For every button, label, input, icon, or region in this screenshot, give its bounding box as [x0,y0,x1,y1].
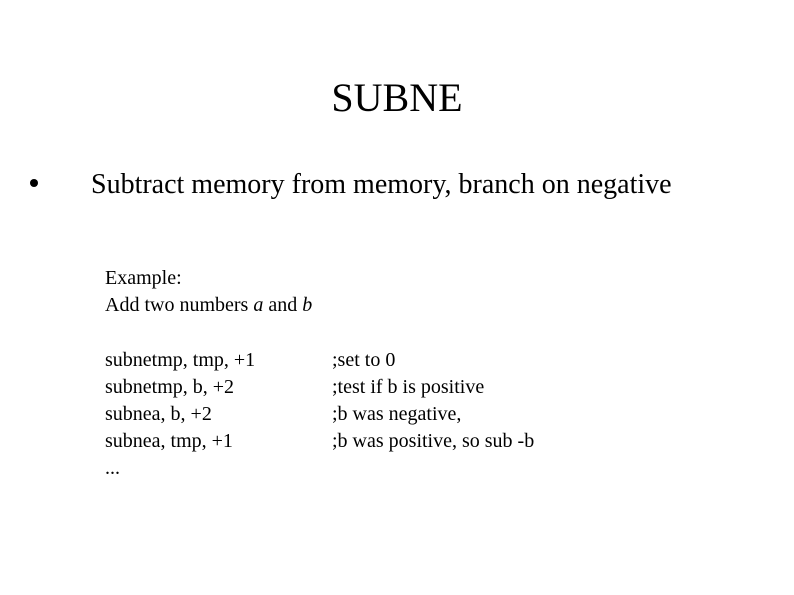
example-description-middle: and [263,294,303,316]
code-line [105,428,705,455]
code-block [105,347,705,482]
bullet-text: Subtract memory from memory, branch on negative [91,169,672,200]
variable-b: b [302,294,313,316]
variable-a: a [253,294,264,316]
code-line [105,401,705,428]
code-comment: ;b was negative, [332,403,462,425]
code-instruction: subnetmp, b, +2 [105,376,235,398]
bullet-dot-icon [30,179,38,187]
example-heading: Example: [105,267,182,289]
code-instruction: subnea, b, +2 [105,403,212,425]
code-line [105,347,705,374]
code-comment: ;set to 0 [332,349,396,371]
code-line [105,455,705,482]
example-section [105,265,705,319]
example-description-prefix: Add two numbers [105,294,254,316]
code-comment: ;test if b is positive [332,376,485,398]
slide-title: SUBNE [331,75,463,120]
code-instruction: subnetmp, tmp, +1 [105,349,256,371]
code-instruction: subnea, tmp, +1 [105,430,233,452]
code-comment: ;b was positive, so sub -b [332,430,535,452]
example-description [105,292,705,319]
code-line [105,374,705,401]
code-instruction: ... [105,457,120,479]
